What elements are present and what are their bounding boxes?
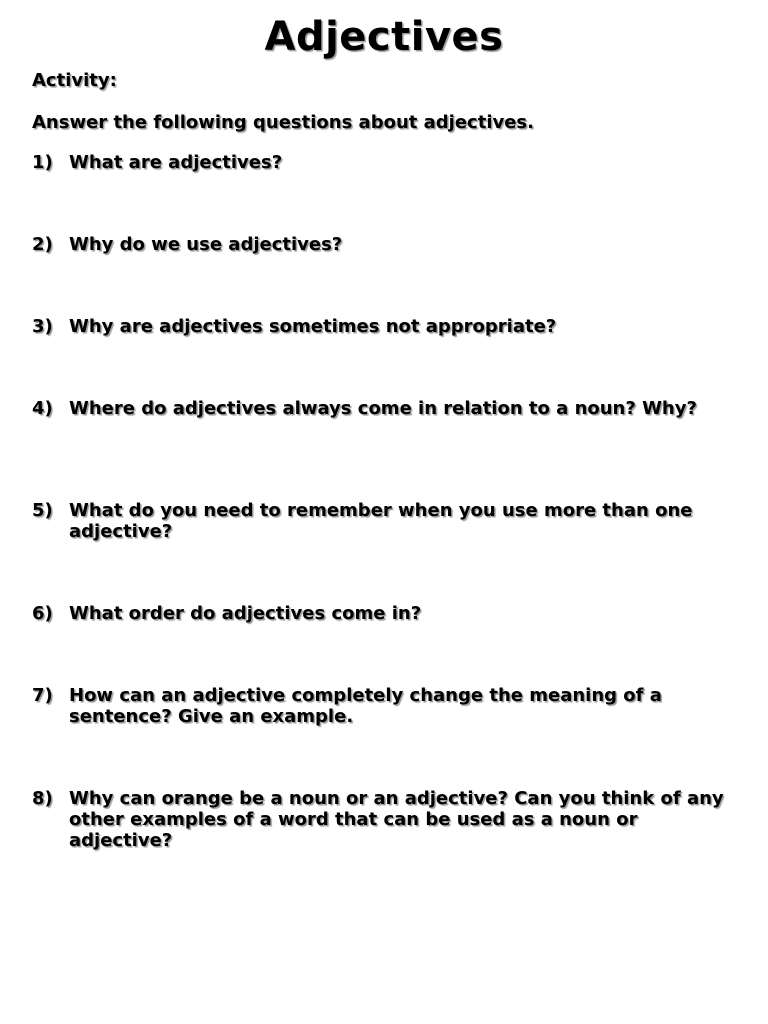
activity-label: Activity: (32, 70, 117, 91)
question-number: 3) (32, 316, 53, 337)
question-text: How can an adjective completely change the meaning of a sentence? Give an example. (69, 685, 662, 727)
question-5 (32, 500, 732, 542)
question-text: Why can orange be a noun or an adjective? Can you think of any other examples of a word that can be used as a noun or adjective? (69, 788, 724, 851)
question-number: 1) (32, 152, 53, 173)
question-6 (32, 603, 732, 624)
question-text: What are adjectives? (69, 152, 283, 173)
question-2 (32, 234, 732, 255)
question-number: 7) (32, 685, 53, 706)
question-text: What do you need to remember when you use more than one adjective? (69, 500, 693, 542)
question-text: Where do adjectives always come in relation to a noun? Why? (69, 398, 697, 419)
question-text: Why do we use adjectives? (69, 234, 343, 255)
question-text: Why are adjectives sometimes not appropriate? (69, 316, 557, 337)
question-number: 4) (32, 398, 53, 419)
instruction-text: Answer the following questions about adjectives. (32, 112, 534, 133)
question-number: 2) (32, 234, 53, 255)
question-number: 5) (32, 500, 53, 521)
question-8 (32, 788, 732, 851)
question-3 (32, 316, 732, 337)
question-4 (32, 398, 732, 419)
worksheet-title: Adjectives (264, 14, 504, 60)
question-number: 6) (32, 603, 53, 624)
question-1 (32, 152, 732, 173)
question-text: What order do adjectives come in? (69, 603, 422, 624)
question-number: 8) (32, 788, 53, 809)
question-7 (32, 685, 732, 727)
